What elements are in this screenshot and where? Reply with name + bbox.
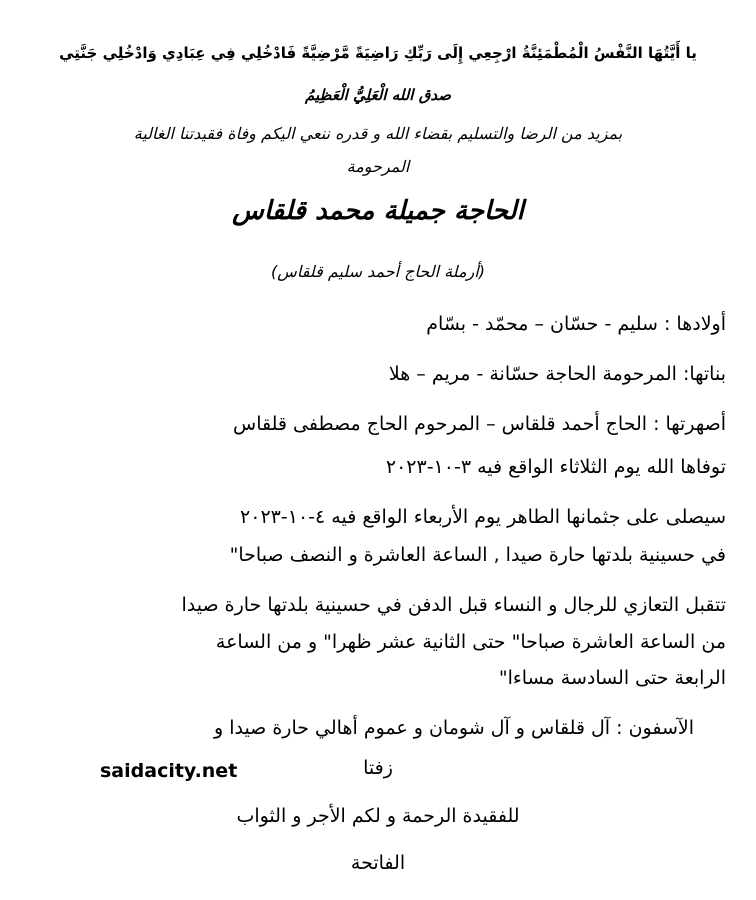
daughters-line: بناتها: المرحومة الحاجة حسّانة - مريم – هلا (388, 363, 726, 385)
mourners-line-2: زفتا (363, 757, 393, 779)
deceased-name: الحاجة جميلة محمد قلقاس (232, 196, 524, 226)
death-date-line: توفاها الله يوم الثلاثاء الواقع فيه ٣-١٠-٢٠٢٣ (385, 456, 726, 478)
condolences-line-2: من الساعة العاشرة صباحا" حتى الثانية عشر ظهرا" و من الساعة (215, 631, 726, 653)
condolences-line-3: الرابعة حتى السادسة مساءا" (498, 667, 726, 689)
prayer-line-2: في حسينية بلدتها حارة صيدا , الساعة العاشرة و النصف صباحا" (229, 544, 726, 566)
intro-line-1: بمزيد من الرضا والتسليم بقضاء الله و قدره ننعي اليكم وفاة فقيدتنا الغالية (133, 124, 623, 143)
intro-line-2: المرحومة (346, 157, 410, 176)
quran-verse: يا أَيَّتُهَا النَّفْسُ الْمُطْمَئِنَّةُ ارْجِعِي إِلَى رَبِّكِ رَاضِيَةً مَّرْضِيَّةً فَادْخُلِي فِي عِبَادِي وَادْخُلِي جَنَّتِي (59, 44, 697, 62)
prayer-line-1: سيصلى على جثمانها الطاهر يوم الأربعاء الواقع فيه ٤-١٠-٢٠٢٣ (240, 506, 726, 528)
mourners-line-1: الآسفون : آل قلقاس و آل شومان و عموم أهالي حارة صيدا و (213, 717, 694, 739)
widow-of: (أرملة الحاج أحمد سليم قلقاس) (271, 262, 485, 281)
site-watermark: saidacity.net (100, 760, 238, 782)
sons-line: أولادها : سليم - حسّان – محمّد - بسّام (426, 313, 726, 335)
condolences-line-1: تتقبل التعازي للرجال و النساء قبل الدفن في حسينية بلدتها حارة صيدا (181, 594, 726, 616)
closing-mercy: للفقيدة الرحمة و لكم الأجر و الثواب (236, 805, 520, 827)
closing-fatiha: الفاتحة (350, 852, 406, 874)
in-laws-line: أصهرتها : الحاج أحمد قلقاس – المرحوم الحاج مصطفى قلقاس (233, 413, 726, 435)
verse-closing: صدق الله الْعَلِيُّ الْعَظِيمُ (305, 86, 451, 104)
